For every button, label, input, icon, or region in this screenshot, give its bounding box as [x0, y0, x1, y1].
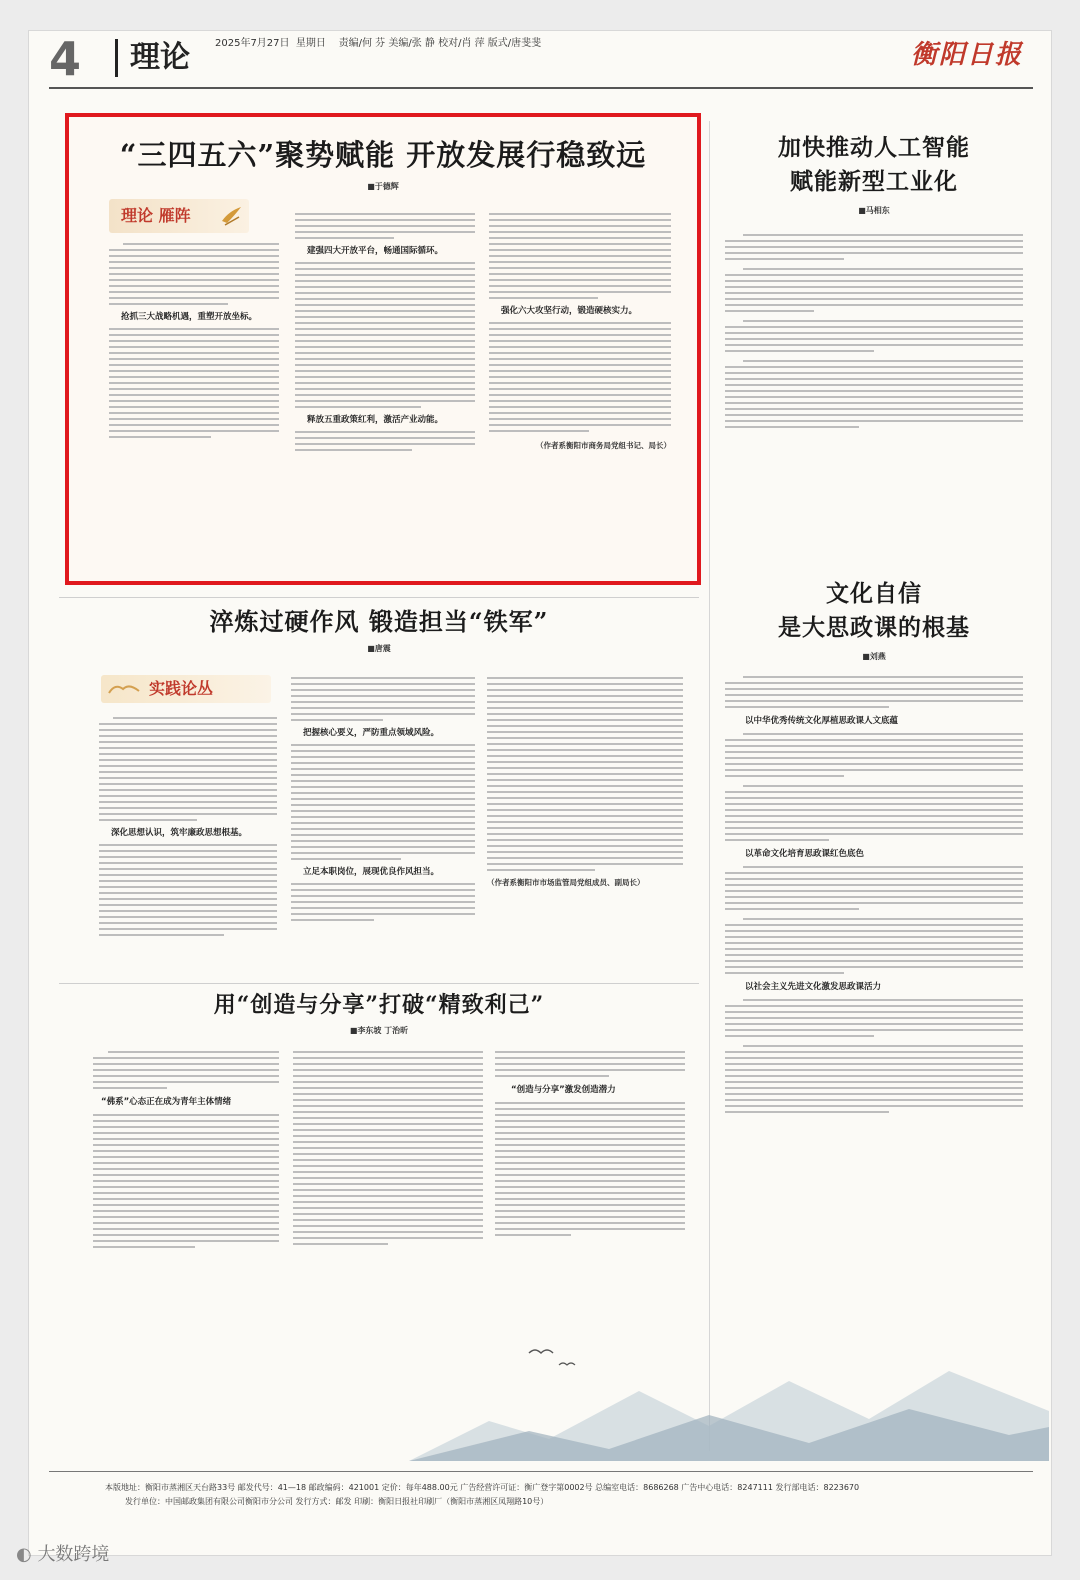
lead-column-3 [489, 213, 671, 452]
lead-column-1 [109, 243, 279, 438]
bottom-body-3b [495, 1102, 685, 1236]
section-divider-2 [59, 983, 699, 984]
column-tag-box [109, 199, 249, 233]
newspaper-page [28, 30, 1052, 1556]
lead-body-3a [489, 213, 671, 299]
right-bottom-intro [725, 676, 1023, 708]
bottom-headline: 用“创造与分享”打破“精致利己” [213, 992, 545, 1018]
right-bottom-body-2 [725, 866, 1023, 974]
bottom-column-1 [93, 1051, 279, 1248]
lead-intro-text [109, 243, 279, 305]
section-divider [59, 597, 699, 598]
watermark [16, 1540, 109, 1566]
lead-signature: （作者系衡阳市商务局党组书记、局长） [536, 441, 671, 450]
bottom-subhead-1: “佛系”心态正在成为青年主体情绪 [101, 1097, 232, 1107]
watermark-text: 大数跨境 [37, 1544, 110, 1565]
weekday: 星期日 [295, 38, 326, 49]
lead-body-1 [109, 328, 279, 438]
lead-column-2 [295, 213, 475, 451]
lead-byline: ■于德辉 [367, 182, 399, 191]
middle-headline: 淬炼过硬作风 锻造担当“铁军” [209, 607, 549, 636]
bottom-body-2 [293, 1051, 483, 1245]
mountain-landscape-illustration [409, 1331, 1049, 1461]
lead-article-highlight-box [65, 113, 701, 585]
middle-body-1b [99, 844, 277, 936]
masthead [29, 31, 1053, 87]
section-title: 理论 [115, 39, 190, 77]
masthead-rule [49, 87, 1033, 89]
right-bottom-body-3 [725, 999, 1023, 1113]
right-bottom-body [715, 676, 1033, 1113]
bottom-body-1b [93, 1114, 279, 1248]
column-divider [709, 121, 710, 1451]
middle-subhead-3: 立足本职岗位，展现优良作风担当。 [303, 867, 440, 877]
right-top-body [715, 234, 1033, 428]
right-bottom-subhead-2: 以革命文化培育思政课红色底色 [745, 849, 865, 859]
middle-column-1 [99, 717, 277, 936]
bottom-body-1a [93, 1051, 279, 1089]
bottom-subhead-2: “创造与分享”激发创造潜力 [511, 1085, 616, 1095]
cloud-ornament-icon [107, 681, 141, 697]
right-bottom-byline: ■刘燕 [862, 652, 886, 661]
middle-signature: （作者系衡阳市市场监管局党组成员、副局长） [487, 878, 645, 887]
middle-body-2a [291, 677, 475, 721]
footer-rule [49, 1471, 1033, 1472]
middle-column-3 [487, 677, 683, 889]
practice-column-tag-box [101, 675, 271, 703]
right-bottom-article [715, 577, 1033, 1113]
page-number: 4 [49, 32, 82, 86]
lead-headline: “三四五六”聚势赋能 开放发展行稳致远 [119, 138, 647, 172]
right-bottom-headline-2: 是大思政课的根基 [778, 614, 970, 641]
middle-subhead-1: 深化思想认识，筑牢廉政思想根基。 [111, 828, 248, 838]
bottom-column-3 [495, 1051, 685, 1236]
column-tag: 理论 雁阵 [121, 206, 191, 225]
lead-subhead-2: 建强四大开放平台，畅通国际循环。 [307, 246, 444, 256]
right-top-byline: ■马相东 [858, 206, 890, 215]
watermark-logo-icon: ◐ [16, 1544, 38, 1565]
right-top-headline-1: 加快推动人工智能 [778, 134, 970, 161]
right-bottom-subhead-3: 以社会主义先进文化激发思政课活力 [745, 982, 882, 992]
lead-body-3b [489, 322, 671, 432]
middle-byline: ■唐震 [367, 644, 391, 653]
right-bottom-body-1 [725, 733, 1023, 841]
lead-body-2b [295, 262, 475, 408]
lead-subhead-3: 释放五重政策红利，激活产业动能。 [307, 415, 444, 425]
date: 2025年7月27日 [215, 38, 290, 49]
right-top-headline-2: 赋能新型工业化 [790, 168, 958, 195]
editor-credits: 责编/何 芬 美编/张 静 校对/肖 萍 版式/唐斐斐 [338, 38, 542, 49]
middle-body-2c [291, 883, 475, 921]
lead-subhead-4: 强化六大攻坚行动，锻造硬核实力。 [501, 306, 638, 316]
right-top-article [715, 131, 1033, 428]
bottom-byline: ■李东坡 丁治昕 [349, 1026, 409, 1035]
wild-goose-icon [219, 203, 245, 229]
middle-subhead-2: 把握核心要义，严防重点领域风险。 [303, 728, 440, 738]
newspaper-logo: 衡阳日报 [910, 40, 1023, 70]
middle-body-1a [99, 717, 277, 821]
right-bottom-subhead-1: 以中华优秀传统文化厚植思政课人文底蕴 [745, 716, 899, 726]
practice-column-tag: 实践论丛 [149, 679, 214, 698]
lead-subhead-1: 抢抓三大战略机遇，重塑开放坐标。 [121, 312, 258, 322]
middle-body-2b [291, 744, 475, 860]
footer-line-2: 发行单位：中国邮政集团有限公司衡阳市分公司 发行方式：邮发 印刷：衡阳日报社印刷厂（衡阳市蒸湘区凤翔路10号） [125, 1497, 549, 1506]
lead-body-2a [295, 213, 475, 239]
middle-column-2 [291, 677, 475, 921]
right-bottom-headline-1: 文化自信 [826, 580, 922, 607]
footer-line-1: 本版地址：衡阳市蒸湘区天台路33号 邮发代号：41—18 邮政编码：421001 定价：每年488.00元 广告经营许可证：衡广登字第0002号 总编室电话：8686268 广告中心电话：8247111 发行部电话：8223670 [105, 1483, 860, 1492]
bottom-body-3a [495, 1051, 685, 1077]
bottom-column-2 [293, 1051, 483, 1245]
lead-body-2c [295, 431, 475, 451]
issue-date [215, 37, 541, 51]
footer-info [105, 1481, 859, 1509]
middle-body-3 [487, 677, 683, 871]
